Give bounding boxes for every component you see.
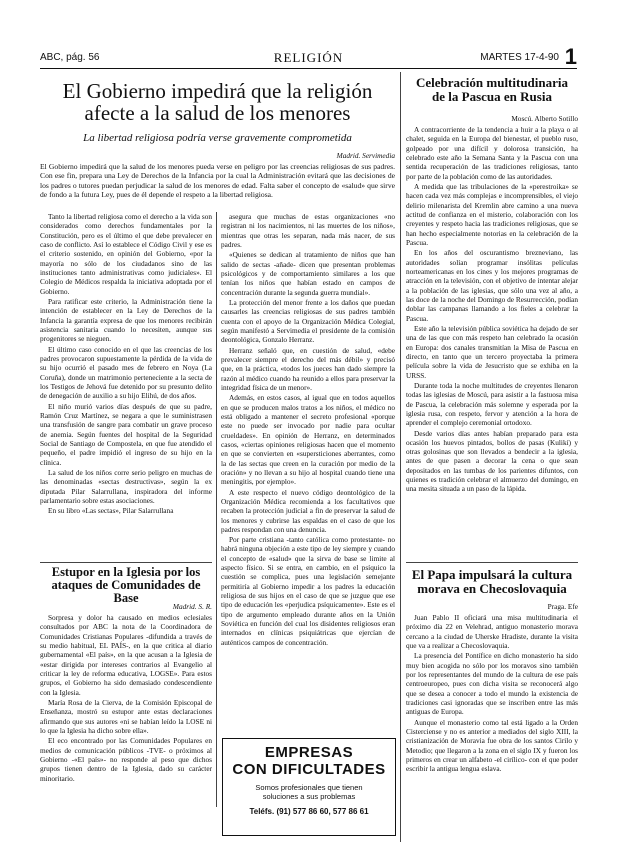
right2-headline-line2: morava en Checoslovaquia [417,580,567,596]
paragraph: «Quienes se dedican al tratamiento de niños que han salido de sectas -añade- dicen que presentan problemas psicológicos y de comportamiento similares a los que tenían los niños que habían estado en campos de concentración durante la segunda guerra mundial». [221,250,395,297]
paragraph: Para ratificar este criterio, la Administración tiene la intención de establecer en la Ley de Derechos de la Infancia la garantía expresa de que los menores recibirán asistencia sanitaria cuando lo necesiten, aunque sus progenitores se nieguen. [40,296,212,344]
ad-phone: Teléfs. (91) 577 86 60, 577 86 61 [249,807,369,816]
paragraph: Juan Pablo II oficiará una misa multitudinaria el próximo día 22 en Velehrad, antiguo monasterio morava cercano a la ciudad de Uherske Hradiste, durante la visita que va a realizar a Checoslovaquia. [406,613,578,650]
paragraph: El niño murió varios días después de que su padre, Ramón Cruz Martínez, se negara a que le suministrasen una transfusión de sangre para combatir un grave proceso de anemia. Según fuentes del hospital de la Seguridad Social de Santiago de Compostela, en que fue atendido el pequeño, el padre impidió el ingreso de su hijo en la clínica. [40,401,212,467]
page-number-label: ABC, pág. 56 [40,52,100,63]
main-headline-line1: El Gobierno impedirá que la religión [62,79,373,103]
paragraph: asegura que muchas de estas organizaciones «no registran ni los nacimientos, ni las muertes de los niños», mientras que otras les separan, nada más nacer, de sus padres. [221,212,395,249]
paragraph: En los años del oscurantismo brezneviano, las autoridades solían programar insólitas películas norteamericanas en los cines y los mejores programas de atracción en la televisión, con el objetivo de intentar alejar a la población de las iglesias, que sólo una vez al año, a las doce de la noche del Domingo de Resurrección, podían doblar las campanas llamando a los fieles a celebrar la Pascua. [406,248,578,323]
right2-body [406,613,578,841]
ad-line4: soluciones a sus problemas [262,792,356,801]
right1-body [406,125,578,558]
second-body [40,613,212,838]
main-headline-line2: afecte a la salud de los menores [84,101,351,126]
right1-headline-line2: de la Pascua en Rusia [432,88,552,104]
paragraph: A medida que las tribulaciones de la «perestroika» se hacen cada vez más complejas e incomprensibles, el viejo delirio milenarista del Kremlin abre camino a una nueva actitud de confianza en el misterio, colaboración con los creyentes y respeto hacia las tradiciones religiosas, que se han hecho especialmente notorias en la celebración de la Pascua. [406,181,578,247]
right2-headline [406,568,578,595]
column-divider [216,212,217,807]
paragraph: Durante toda la noche multitudes de creyentes llenaron todas las iglesias de Moscú, para asistir a la fastuosa misa de Pascua, la celebración más solemne y esperada por la iglesia rusa, con respeto, fervor y atención a la hora de aprender el complejo ceremonial ortodoxo. [406,380,578,428]
ad-line3: Somos profesionales que tienen [255,783,363,792]
second-headline [40,566,212,605]
paragraph: Sorpresa y dolor ha causado en medios eclesiales consultados por ABC la nota de la Coordinadora de Comunidades Cristianas Populares -difundida a través de su medio habitual, EL PAÍS-, en la que critica al diario gubernamental «El país», en la que acusan a la Iglesia de «estar dirigida por intereses contrarios al Evangelio al criticar la ley de reforma educativa, LOGSE». Para estos grupos, el Gobierno ha sido demasiado condescendiente con la Iglesia. [40,613,212,697]
right1-headline [406,76,578,103]
ad-line1: EMPRESAS [264,744,354,761]
paragraph: La protección del menor frente a los daños que puedan causarles las creencias religiosas de sus padres también cuenta con el apoyo de la Organización Médica Colegial, según manifestó a Servimedia el presidente de la comisión deontológica, Gonzalo Herranz. [221,297,395,345]
article-divider [40,562,212,563]
paragraph: Aunque el monasterio como tal está ligado a la Orden Cisterciense y no es anterior a mediados del siglo XIII, la cristianización de Moravia fue obra de los santos Cirilo y Metodio; que llegaron a la zona en el siglo IX y fueron los primeros en crear un alfabeto -el cirílico- con el que poder escribir la antigua lengua eslava. [406,717,578,774]
paragraph: Por parte cristiana -tanto católica como protestante- no habrá ninguna objeción a este tipo de ley siempre y cuando el concepto de «salud» que la sirva de base se limite al aspecto físico. Si se entra, en cambio, en el psíquico la cuestión se complica, pues una legislación semejante permitiría al Gobierno impedir a los padres la educación religiosa de sus hijos en el caso de que se juzgue que ese tipo de educación les «perjudica psíquicamente». Este es el tipo de argumento empleado durante años en la Unión Soviética en función del cual los disidentes religiosos eran internados en clínicas psiquiátricas que ejercían de auténticos campos de concentración. [221,535,395,647]
right1-byline: Moscú. Alberto Sotillo [511,114,578,123]
page-header [40,44,577,69]
paragraph: La salud de los niños corre serio peligro en muchas de las denominadas «sectas destructivas», según la ex diputada Pilar Salarrullana, inspiradora del informe parlamentario sobre estas asociaciones. [40,467,212,505]
main-column-2 [221,212,395,647]
main-headline [40,80,395,124]
paragraph: El eco encontrado por las Comunidades Populares en medios de comunicación públicos -TVE- o próximos al Gobierno -«El país»- no responde al peso que dichos grupos tienen dentro de la Iglesia, dado su carácter minoritario. [40,736,212,783]
issue-date: MARTES 17-4-90 [480,52,559,63]
paragraph: A contracorriente de la tendencia a huir a la playa o al chalet, seguida en la Europa del bienestar, el pueblo ruso, golpeado por una difícil y dolorosa transición, ha celebrado este año la Semana Santa y la Pascua con una sentida recuperación de las tradiciones religiosas, tanto por parte de la población como de las autoridades. [406,125,578,181]
paragraph: En su libro «Las sectas», Pilar Salarrullana [48,506,174,516]
paragraph: El último caso conocido en el que las creencias de los padres provocaron supuestamente la pérdida de la vida de su hijo ocurrió el pasado mes de febrero en Noya (La Coruña), donde un matrimonio perteneciente a la secta de los Testigos de Jehová fue detenido por su presunto delito de denegación de auxilio a su hijo Elihú, de dos años. [40,344,212,401]
column-divider-right [400,72,401,842]
second-headline-line1: Estupor en la Iglesia por los [51,565,201,579]
right1-headline-line1: Celebración multitudinaria [415,75,569,90]
main-lede: El Gobierno impedirá que la salud de los menores pueda verse en peligro por las creencias religiosas de sus padres. Con ese fin, prepara una Ley de Derechos de la Infancia por la cual la Administración evitará que las decisiones de los padres o tutores puedan perjudicar la salud de los menores de edad. Falta saber el concepto de «salud» que sirve de fondo a la futura Ley, pues de él depende el respeto a la libertad religiosa. [40,162,395,200]
section-number: 1 [564,44,577,69]
main-subtitle: La libertad religiosa podría verse gravemente comprometida [83,132,352,144]
main-byline: Madrid. Servimedia [336,151,395,160]
second-byline: Madrid. S. R. [172,602,212,611]
classified-ad [222,738,396,836]
paragraph: Desde varios días antes habían preparado para esta ocasión los huevos pintados, bollos de pasas (Kulikí) y otras golosinas que son llevados a bendecir a la iglesia, antes de que pasen a decorar la cena o que sean depositados en las tumbas de los parientes difuntos, con quienes es tradición celebrar el almuerzo del domingo, en una mesita situada a un paso de la lápida. [406,428,578,494]
paragraph: Además, en estos casos, al igual que en todos aquellos en que se producen malos tratos a los niños, el médico no está obligado a mantener el secreto profesional «porque este no puede ser invocado por nadie para ocultar crueldades». En opinión de Herranz, en determinados casos, «ciertas opiniones religiosas hacen que el momento en que se convierten en «supersticiones aberrantes, como la de las sectas que creen en la curación por medio de la oración» y no llevan a su hijo al hospital cuando tiene una meningitis, por ejemplo». [221,393,395,487]
paragraph: A este respecto el nuevo código deontológico de la Organización Médica recomienda a los facultativos que recaben la protección judicial a fin de preservar la salud de los menores y cubrirse las espaldas en el caso de que los padres respondan con una denuncia. [221,487,395,534]
section-title: RELIGIÓN [273,50,344,65]
paragraph: La presencia del Pontífice en dicho monasterio ha sido muy bien acogida no sólo por los moravos sino también por los representantes del mundo de la cultura de ese país centroeuropeo, pues con dicha visita se reconocerá algo que se desea a conocer a todo el mundo la existencia de tradiciones casi ignoradas que se inscriben entre las más antiguas de Europa. [406,651,578,717]
second-headline-line2: ataques de Comunidades de Base [51,578,201,606]
ad-line2: CON DIFICULTADES [232,761,386,778]
paragraph: Tanto la libertad religiosa como el derecho a la vida son considerados como derechos fundamentales por la Constitución, pero es el último el que debe prevalecer en caso de conflicto. Así lo establece el Código Civil y ese es el criterio sostenido, en opinión del Gobierno, «por la mayoría no sólo de los ciudadanos sino de las instituciones tanto administrativas como judiciales». El Colegio de Médicos respalda la iniciativa adoptada por el Gobierno. [40,212,212,296]
paragraph: Herranz señaló que, en cuestión de salud, «debe prevalecer siempre el derecho del más débil» y precisó que, en la práctica, «todos los jueces han dado siempre la razón al médico cuando ha reunido a ellos para preservar la integridad física de un menor». [221,345,395,392]
paragraph: María Rosa de la Cierva, de la Comisión Episcopal de Enseñanza, mostró su estupor ante estas declaraciones afirmando que sus autores «ni se habían leído la LOSE ni lo que la Iglesia ha dicho sobre ella». [40,697,212,735]
paragraph: Este año la televisión pública soviética ha dejado de ser una de las que con más respeto han celebrado la ocasión en Europa: dos canales transmitían la Misa de Pascua en directo, en tanto que un tercero proyectaba la primera película sobre la vida de Jesucristo que se exhiba en la URSS. [406,323,578,380]
right2-headline-line1: El Papa impulsará la cultura [411,567,573,582]
right2-byline: Praga. Efe [547,602,578,611]
article-divider [406,562,578,563]
main-column-1 [40,212,212,516]
